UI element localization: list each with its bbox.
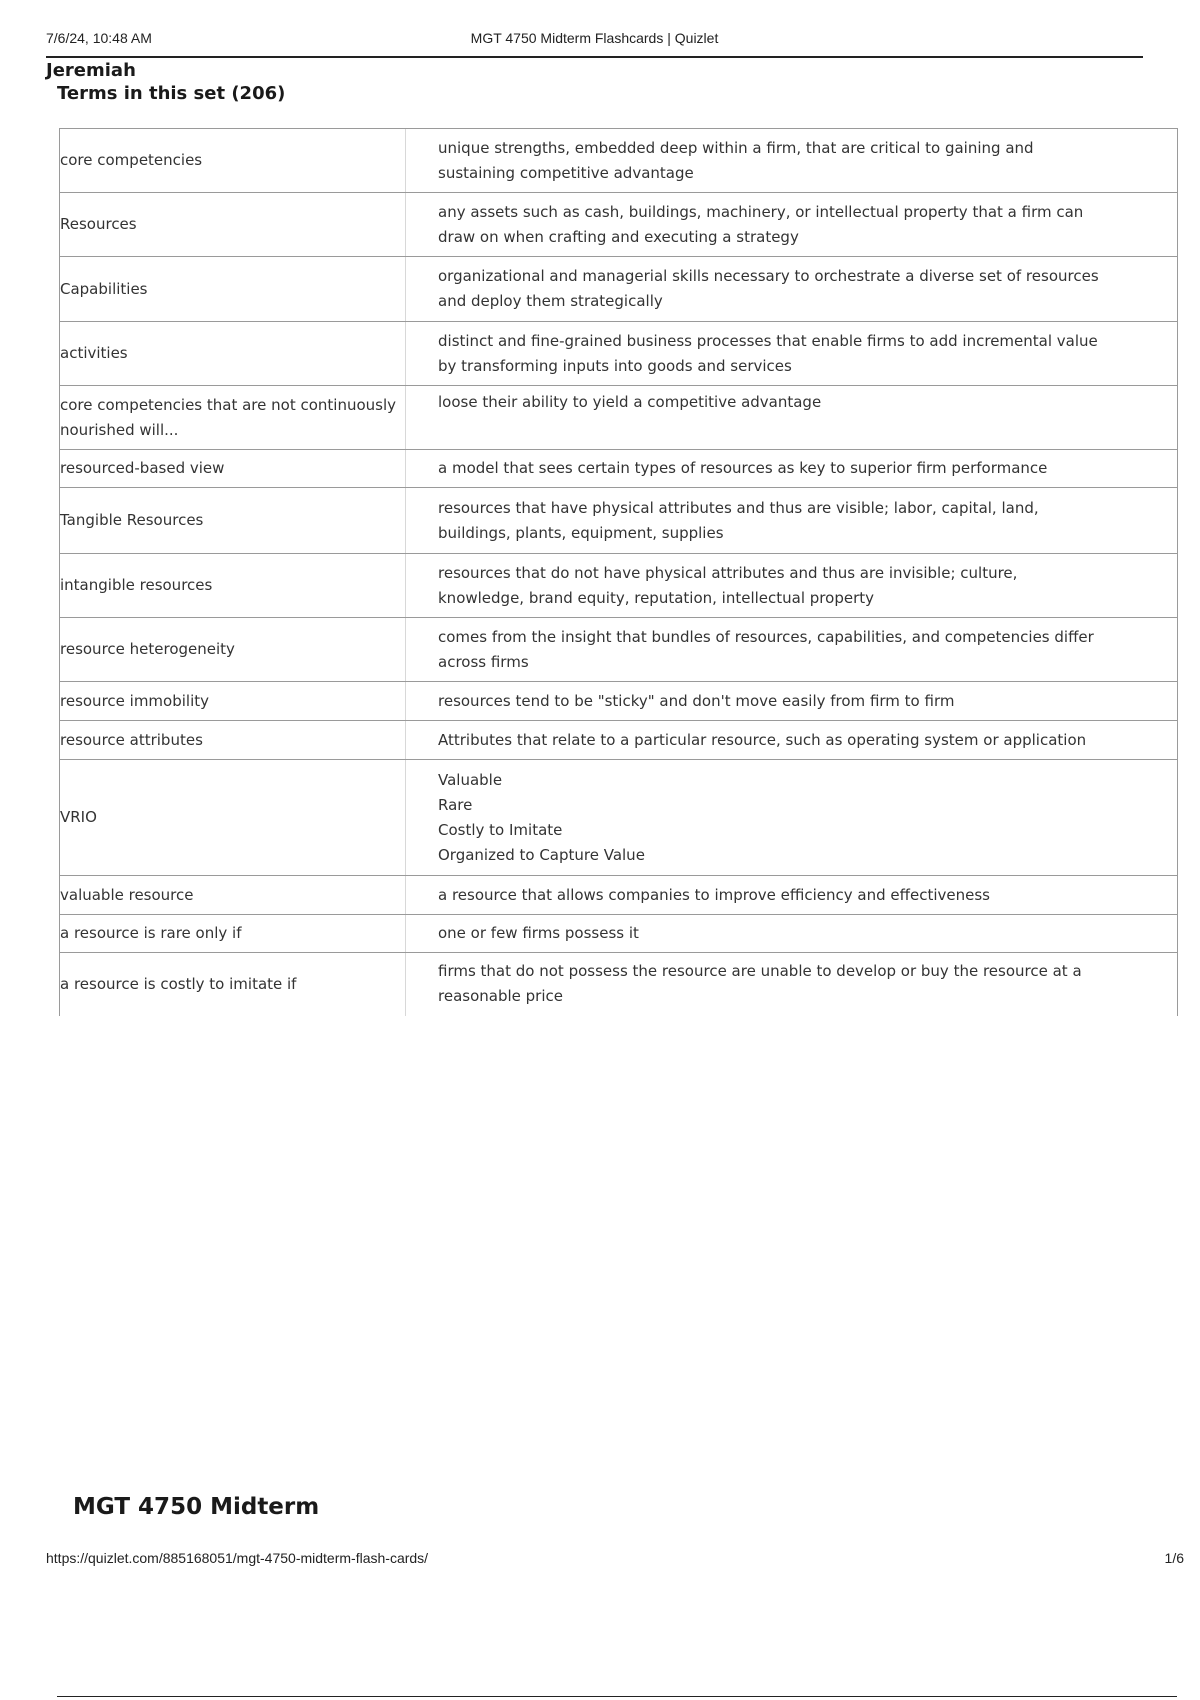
- definition-cell: [406, 618, 1178, 682]
- definition-text: distinct and fine-grained business processes that enable firms to add incremental value: [438, 331, 1098, 350]
- term-cell: [60, 618, 406, 682]
- definition-text: a resource that allows companies to improve efficiency and effectiveness: [438, 885, 990, 904]
- definition-text: unique strengths, embedded deep within a firm, that are critical to gaining and: [438, 138, 1034, 157]
- set-owner-name: Jeremiah: [46, 60, 136, 81]
- term-row: [60, 193, 1178, 257]
- definition-text: reasonable price: [438, 987, 563, 1006]
- term-row: [60, 721, 1178, 760]
- terms-heading: Terms in this set (206): [57, 83, 286, 104]
- term-cell: [60, 386, 406, 450]
- term-row: [60, 450, 1178, 488]
- definition-text: any assets such as cash, buildings, machinery, or intellectual property that a firm can: [438, 202, 1084, 221]
- definition-text: knowledge, brand equity, reputation, intellectual property: [438, 588, 874, 607]
- term-cell: [60, 876, 406, 915]
- definition-text: Attributes that relate to a particular resource, such as operating system or application: [438, 730, 1087, 749]
- terms-table: [59, 128, 1178, 1016]
- definition-text: firms that do not possess the resource are unable to develop or buy the resource at a: [438, 962, 1082, 981]
- term-text: intangible resources: [60, 576, 213, 594]
- definition-cell: [406, 915, 1178, 953]
- term-text: core competencies: [60, 151, 203, 169]
- term-row: [60, 760, 1178, 876]
- definition-text: Rare: [438, 795, 473, 814]
- term-cell: [60, 257, 406, 322]
- term-cell: [60, 450, 406, 488]
- definition-text: resources that do not have physical attributes and thus are invisible; culture,: [438, 563, 1018, 582]
- page-number: 1/6: [1164, 1550, 1184, 1566]
- term-text: resource immobility: [60, 691, 209, 710]
- definition-text: Valuable: [438, 770, 503, 789]
- definition-text: comes from the insight that bundles of resources, capabilities, and competencies differ: [438, 627, 1094, 646]
- term-row: [60, 257, 1178, 322]
- term-cell: [60, 760, 406, 876]
- print-page-title: MGT 4750 Midterm Flashcards | Quizlet: [470, 30, 719, 46]
- definition-text: organizational and managerial skills necessary to orchestrate a diverse set of resources: [438, 267, 1099, 285]
- term-cell: [60, 682, 406, 721]
- definition-text: and deploy them strategically: [438, 292, 663, 310]
- definition-cell: [406, 876, 1178, 915]
- term-row: [60, 322, 1178, 386]
- definition-text: loose their ability to yield a competitive advantage: [438, 393, 822, 411]
- term-row: [60, 554, 1178, 618]
- definition-cell: [406, 953, 1178, 1016]
- term-cell: [60, 322, 406, 386]
- term-cell: [60, 193, 406, 257]
- definition-text: a model that sees certain types of resources as key to superior firm performance: [438, 459, 1048, 477]
- definition-text: sustaining competitive advantage: [438, 163, 694, 182]
- term-row: [60, 876, 1178, 915]
- definition-cell: [406, 760, 1178, 876]
- term-row: [60, 618, 1178, 682]
- definition-cell: [406, 554, 1178, 618]
- term-cell: [60, 953, 406, 1016]
- print-date: 7/6/24, 10:48 AM: [46, 30, 152, 46]
- definition-text: Costly to Imitate: [438, 820, 563, 839]
- term-text: VRIO: [60, 808, 97, 826]
- definition-cell: [406, 488, 1178, 554]
- definition-text: draw on when crafting and executing a strategy: [438, 227, 799, 246]
- term-row: [60, 682, 1178, 721]
- definition-text: buildings, plants, equipment, supplies: [438, 523, 724, 542]
- print-header: [46, 30, 1143, 56]
- definition-cell: [406, 322, 1178, 386]
- definition-cell: [406, 386, 1178, 450]
- term-text: resourced-based view: [60, 459, 225, 477]
- definition-text: one or few firms possess it: [438, 924, 639, 942]
- term-text: resource heterogeneity: [60, 640, 235, 658]
- term-text: activities: [60, 344, 128, 362]
- term-cell: [60, 915, 406, 953]
- term-cell: [60, 129, 406, 193]
- definition-cell: [406, 450, 1178, 488]
- term-text: core competencies that are not continuously nourished will...: [60, 395, 397, 439]
- term-text: a resource is rare only if: [60, 924, 242, 942]
- term-cell: [60, 721, 406, 760]
- definition-text: across firms: [438, 652, 529, 671]
- print-url: https://quizlet.com/885168051/mgt-4750-midterm-flash-cards/: [46, 1550, 429, 1566]
- term-text: a resource is costly to imitate if: [60, 974, 297, 993]
- definition-cell: [406, 682, 1178, 721]
- definition-cell: [406, 257, 1178, 322]
- term-cell: [60, 554, 406, 618]
- definition-text: by transforming inputs into goods and services: [438, 356, 792, 375]
- definition-cell: [406, 193, 1178, 257]
- definition-text: resources that have physical attributes and thus are visible; labor, capital, land,: [438, 498, 1039, 517]
- term-text: Tangible Resources: [60, 511, 204, 529]
- term-row: [60, 386, 1178, 450]
- header-divider: [46, 56, 1143, 58]
- term-row: [60, 129, 1178, 193]
- term-row: [60, 953, 1178, 1016]
- bottom-divider: [57, 1696, 1177, 1697]
- term-row: [60, 915, 1178, 953]
- definition-cell: [406, 129, 1178, 193]
- definition-cell: [406, 721, 1178, 760]
- term-cell: [60, 488, 406, 554]
- term-text: valuable resource: [60, 885, 194, 904]
- term-row: [60, 488, 1178, 554]
- term-text: resource attributes: [60, 730, 203, 749]
- definition-text: Organized to Capture Value: [438, 845, 645, 864]
- term-text: Capabilities: [60, 279, 148, 298]
- set-title: MGT 4750 Midterm: [73, 1494, 320, 1520]
- definition-text: resources tend to be "sticky" and don't move easily from firm to firm: [438, 691, 955, 710]
- term-text: Resources: [60, 215, 137, 233]
